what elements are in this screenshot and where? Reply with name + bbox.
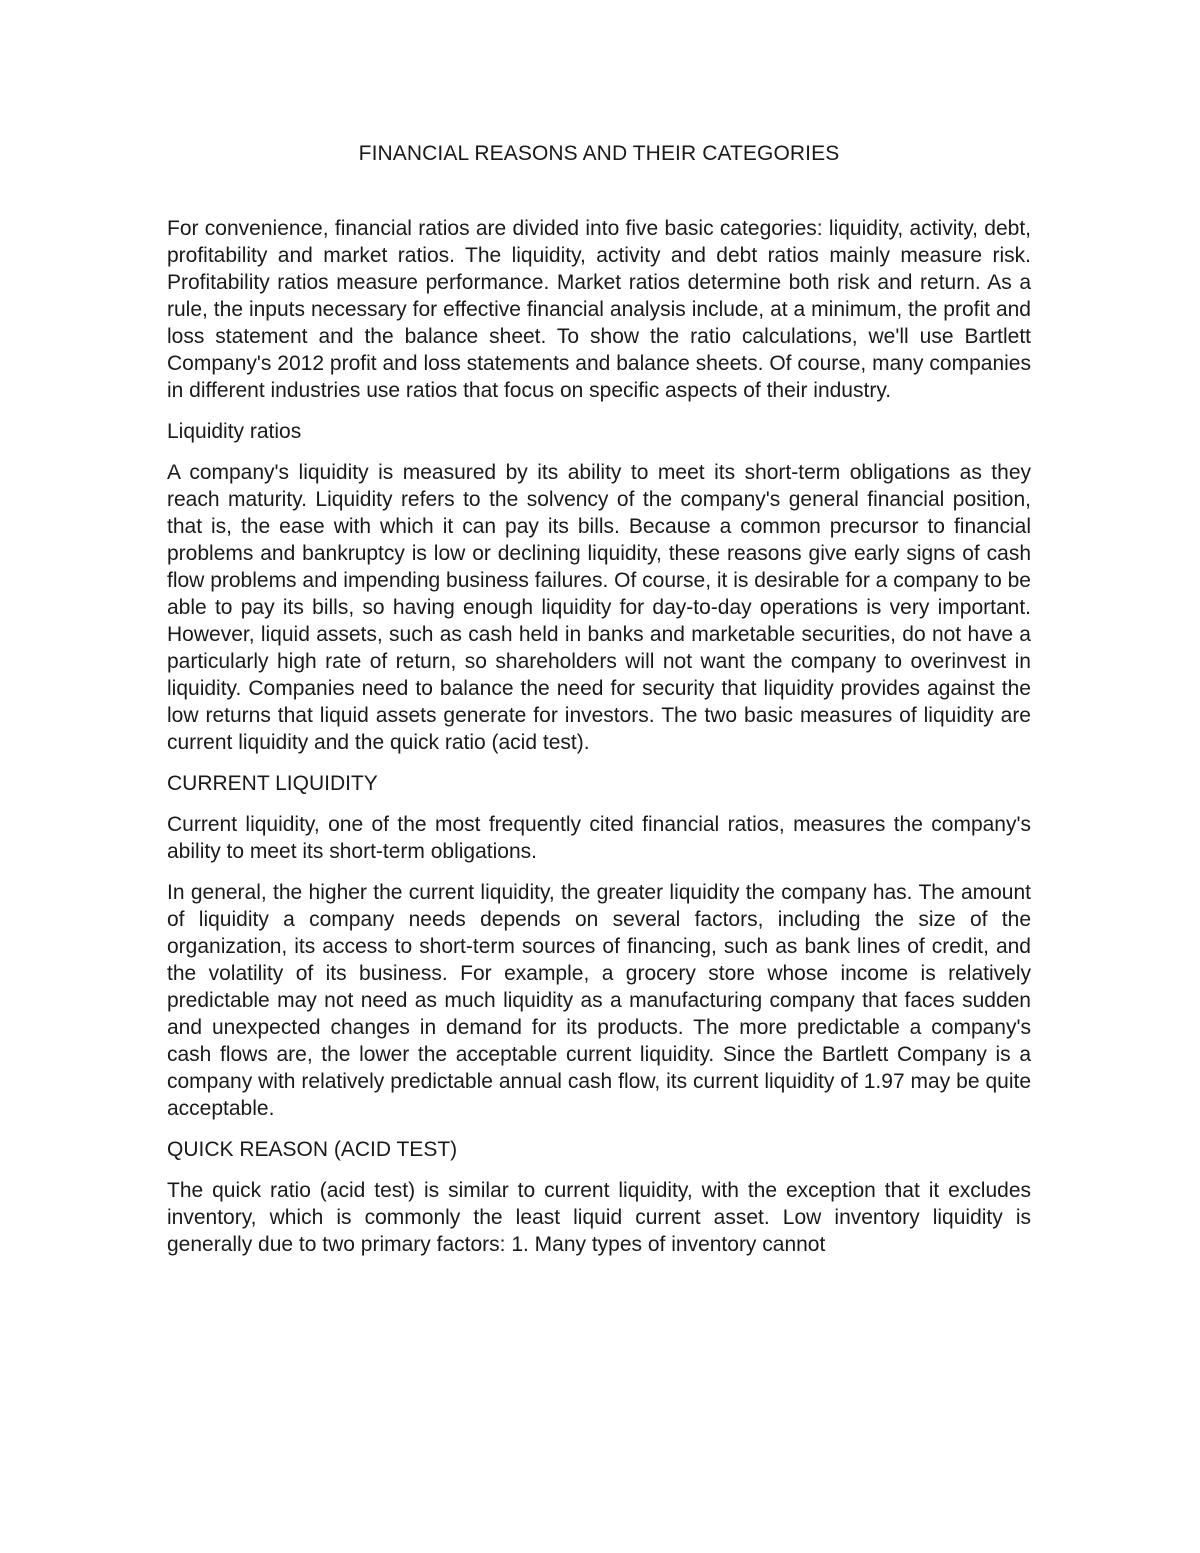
intro-paragraph: For convenience, financial ratios are divided into five basic categories: liquidity, activity, debt, profitability and market ratios. The liquidity, activity and debt ratios mainly measure risk. Profitability ratios measure performance. Market ratios determine both risk and return. As a rule, the inputs necessary for effective financial analysis include, at a minimum, the profit and loss statement and the balance sheet. To show the ratio calculations, we'll use Bartlett Company's 2012 profit and loss statements and balance sheets. Of course, many companies in different industries use ratios that focus on specific aspects of their industry. xyxy=(167,217,1031,402)
section-heading-quick-reason: QUICK REASON (ACID TEST) xyxy=(167,1138,458,1161)
document-title: FINANCIAL REASONS AND THEIR CATEGORIES xyxy=(358,142,840,165)
liquidity-ratios-paragraph: A company's liquidity is measured by its ability to meet its short-term obligations as they reach maturity. Liquidity refers to the solvency of the company's general financial position, that is, the ease with which it can pay its bills. Because a common precursor to financial problems and bankruptcy is low or declining liquidity, these reasons give early signs of cash flow problems and impending business failures. Of course, it is desirable for a company to be able to pay its bills, so having enough liquidity for day-to-day operations is very important. However, liquid assets, such as cash held in banks and marketable securities, do not have a particularly high rate of return, so shareholders will not want the company to overinvest in liquidity. Companies need to balance the need for security that liquidity provides against the low returns that liquid assets generate for investors. The two basic measures of liquidity are current liquidity and the quick ratio (acid test). xyxy=(167,461,1031,754)
current-liquidity-paragraph-1: Current liquidity, one of the most frequently cited financial ratios, measures the company's ability to meet its short-term obligations. xyxy=(167,813,1031,863)
quick-reason-paragraph: The quick ratio (acid test) is similar to current liquidity, with the exception that it excludes inventory, which is commonly the least liquid current asset. Low inventory liquidity is generally due to two primary factors: 1. Many types of inventory cannot xyxy=(167,1179,1031,1256)
section-heading-liquidity-ratios: Liquidity ratios xyxy=(167,420,302,443)
document-body xyxy=(167,140,1031,1272)
current-liquidity-paragraph-2: In general, the higher the current liquidity, the greater liquidity the company has. The amount of liquidity a company needs depends on several factors, including the size of the organization, its access to short-term sources of financing, such as bank lines of credit, and the volatility of its business. For example, a grocery store whose income is relatively predictable may not need as much liquidity as a manufacturing company that faces sudden and unexpected changes in demand for its products. The more predictable a company's cash flows are, the lower the acceptable current liquidity. Since the Bartlett Company is a company with relatively predictable annual cash flow, its current liquidity of 1.97 may be quite acceptable. xyxy=(167,881,1031,1120)
section-heading-current-liquidity: CURRENT LIQUIDITY xyxy=(167,772,378,795)
